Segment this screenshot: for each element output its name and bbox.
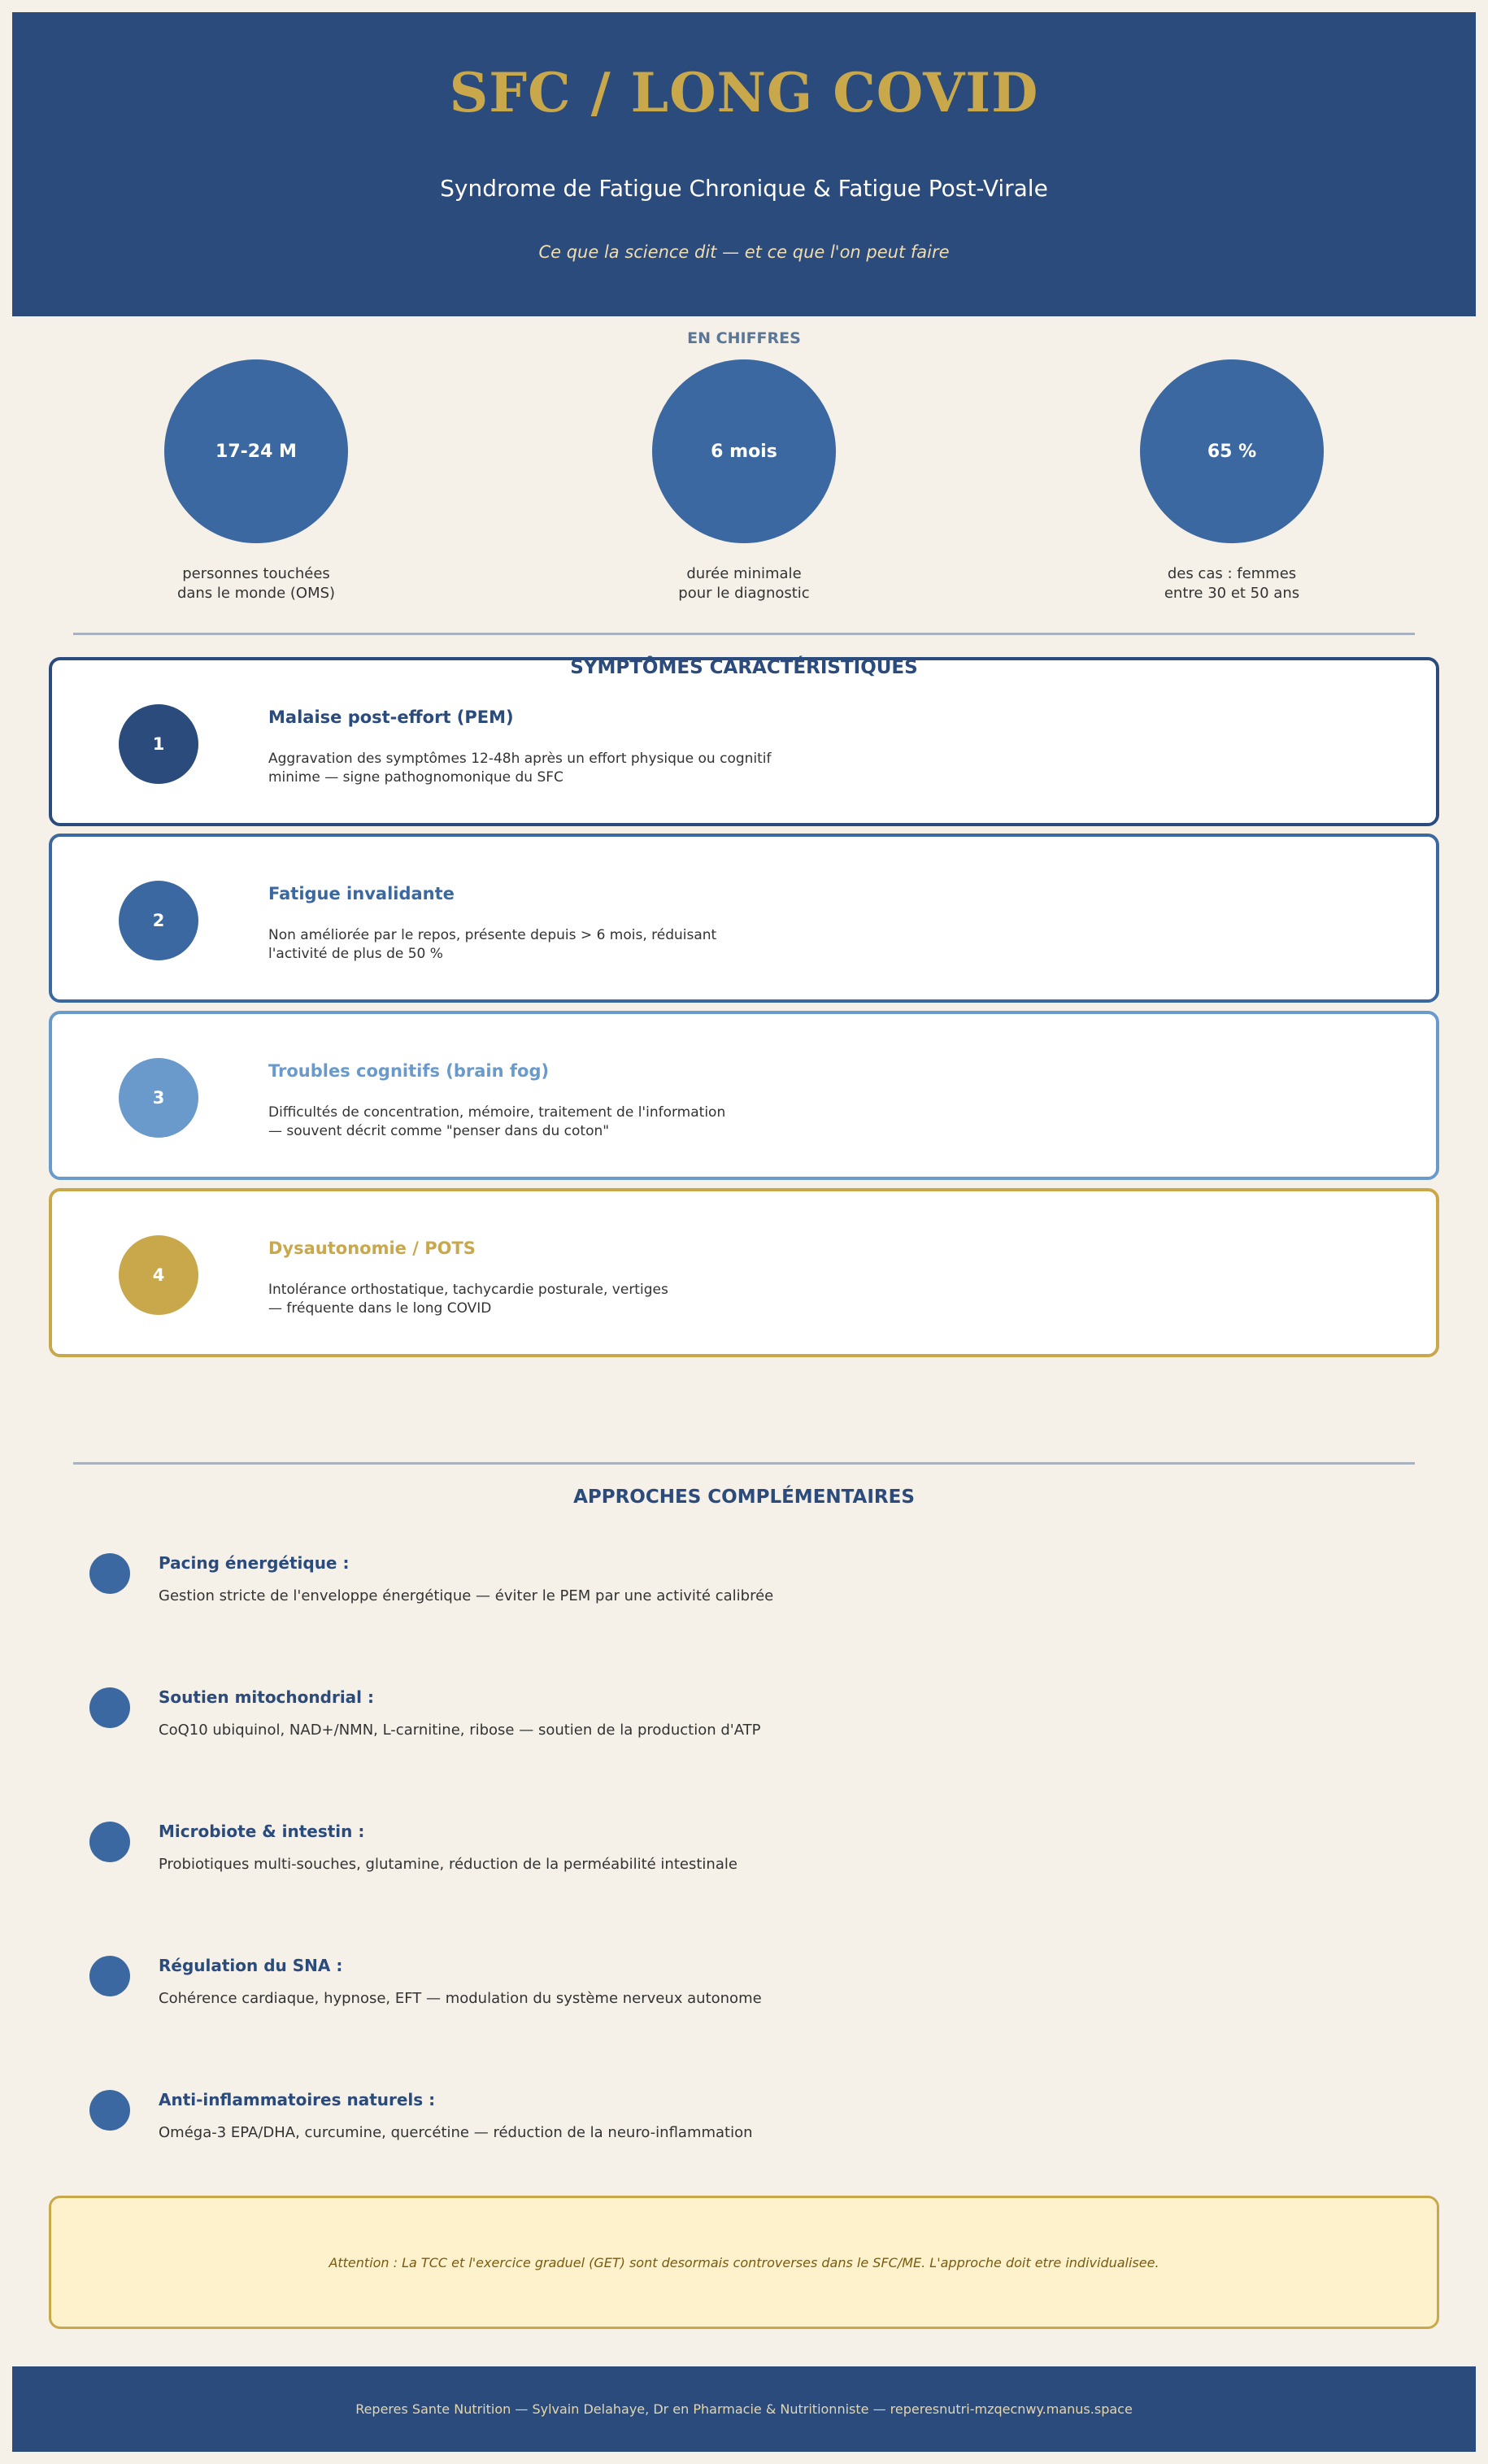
symptom-description xyxy=(268,750,838,787)
symptom-number: 3 xyxy=(152,1088,165,1108)
symptom-number-badge xyxy=(119,1235,198,1315)
symptom-title: Troubles cognitifs (brain fog) xyxy=(268,1061,550,1081)
symptom-number-badge xyxy=(119,881,198,960)
figures-section-label: EN CHIFFRES xyxy=(687,329,801,347)
warning-text: Attention : La TCC et l'exercice graduel (GET) sont desormais controverses dans le SFC/ME. L'approche doit etre individualisee. xyxy=(328,2254,1160,2270)
symptom-card xyxy=(49,657,1439,826)
stat-desc-line: entre 30 et 50 ans xyxy=(1164,585,1300,602)
approach-item xyxy=(89,1553,1390,1618)
symptom-number: 1 xyxy=(152,734,165,754)
stat-description xyxy=(94,564,419,603)
stat-value: 65 % xyxy=(1207,441,1257,462)
approach-text: CoQ10 ubiquinol, NAD+/NMN, L-carnitine, ribose — soutien de la production d'ATP xyxy=(159,1722,761,1739)
symptom-number: 4 xyxy=(152,1265,165,1285)
symptom-card xyxy=(49,1188,1439,1357)
approach-title: Soutien mitochondrial : xyxy=(159,1687,374,1707)
symptom-card xyxy=(49,834,1439,1003)
approach-text: Cohérence cardiaque, hypnose, EFT — modulation du système nerveux autonome xyxy=(159,1990,762,2007)
page-subtitle: Syndrome de Fatigue Chronique & Fatigue Post-Virale xyxy=(440,175,1048,202)
stat-item xyxy=(94,359,419,603)
stat-circle xyxy=(1140,359,1324,543)
stat-value: 17-24 M xyxy=(215,441,297,462)
approach-item xyxy=(89,1956,1390,2021)
symptom-title: Malaise post-effort (PEM) xyxy=(268,707,514,727)
symptom-desc-line: — fréquente dans le long COVID xyxy=(268,1300,492,1317)
approach-title: Anti-inflammatoires naturels : xyxy=(159,2090,436,2109)
page-tagline: Ce que la science dit — et ce que l'on peut faire xyxy=(538,242,950,262)
stat-item xyxy=(581,359,907,603)
stat-desc-line: personnes touchées xyxy=(182,565,330,582)
symptom-card xyxy=(49,1011,1439,1180)
stat-desc-line: dans le monde (OMS) xyxy=(176,585,336,602)
stat-desc-line: pour le diagnostic xyxy=(678,585,810,602)
bullet-dot-icon xyxy=(89,2090,130,2131)
stat-desc-line: durée minimale xyxy=(686,565,802,582)
symptom-desc-line: Difficultés de concentration, mémoire, traitement de l'information xyxy=(268,1104,726,1121)
section-divider xyxy=(73,633,1415,635)
bullet-dot-icon xyxy=(89,1956,130,1996)
symptom-desc-line: minime — signe pathognomonique du SFC xyxy=(268,769,563,786)
bullet-dot-icon xyxy=(89,1822,130,1862)
approach-title: Microbiote & intestin : xyxy=(159,1822,365,1841)
approach-item xyxy=(89,1687,1390,1752)
approach-text: Oméga-3 EPA/DHA, curcumine, quercétine — réduction de la neuro-inflammation xyxy=(159,2124,753,2141)
symptom-description xyxy=(268,926,838,964)
page-title: SFC / LONG COVID xyxy=(449,61,1039,124)
stat-desc-line: des cas : femmes xyxy=(1167,565,1297,582)
footer xyxy=(12,2366,1476,2452)
stat-item xyxy=(1069,359,1394,603)
symptom-description xyxy=(268,1281,838,1318)
stat-circle xyxy=(652,359,836,543)
bullet-dot-icon xyxy=(89,1687,130,1728)
approach-title: Régulation du SNA : xyxy=(159,1956,343,1975)
bullet-dot-icon xyxy=(89,1553,130,1594)
approach-text: Gestion stricte de l'enveloppe énergétique — éviter le PEM par une activité calibrée xyxy=(159,1587,774,1604)
warning-box xyxy=(49,2196,1439,2329)
stat-value: 6 mois xyxy=(711,441,777,462)
symptom-number-badge xyxy=(119,704,198,784)
approaches-section-label: APPROCHES COMPLÉMENTAIRES xyxy=(573,1487,915,1508)
symptom-number-badge xyxy=(119,1058,198,1138)
symptom-title: Fatigue invalidante xyxy=(268,884,455,903)
symptom-desc-line: l'activité de plus de 50 % xyxy=(268,946,443,962)
symptom-desc-line: Intolérance orthostatique, tachycardie posturale, vertiges xyxy=(268,1282,668,1298)
stat-circle xyxy=(164,359,348,543)
section-divider xyxy=(73,1462,1415,1465)
symptom-desc-line: Aggravation des symptômes 12-48h après un effort physique ou cognitif xyxy=(268,751,772,767)
approach-text: Probiotiques multi-souches, glutamine, réduction de la perméabilité intestinale xyxy=(159,1856,737,1873)
approach-item xyxy=(89,1822,1390,1887)
symptom-desc-line: — souvent décrit comme "penser dans du coton" xyxy=(268,1123,610,1139)
symptom-description xyxy=(268,1104,838,1141)
symptom-number: 2 xyxy=(152,911,165,930)
symptom-desc-line: Non améliorée par le repos, présente depuis > 6 mois, réduisant xyxy=(268,927,717,943)
approach-title: Pacing énergétique : xyxy=(159,1553,350,1573)
stat-description xyxy=(581,564,907,603)
symptoms-section-label: SYMPTÔMES CARACTÉRISTIQUES xyxy=(570,657,918,678)
header-banner xyxy=(12,12,1476,316)
approach-item xyxy=(89,2090,1390,2155)
stat-description xyxy=(1069,564,1394,603)
footer-text: Reperes Sante Nutrition — Sylvain Delahaye, Dr en Pharmacie & Nutritionniste — reperesnutri-mzqecnwy.manus.space xyxy=(355,2401,1133,2417)
symptom-title: Dysautonomie / POTS xyxy=(268,1239,476,1258)
